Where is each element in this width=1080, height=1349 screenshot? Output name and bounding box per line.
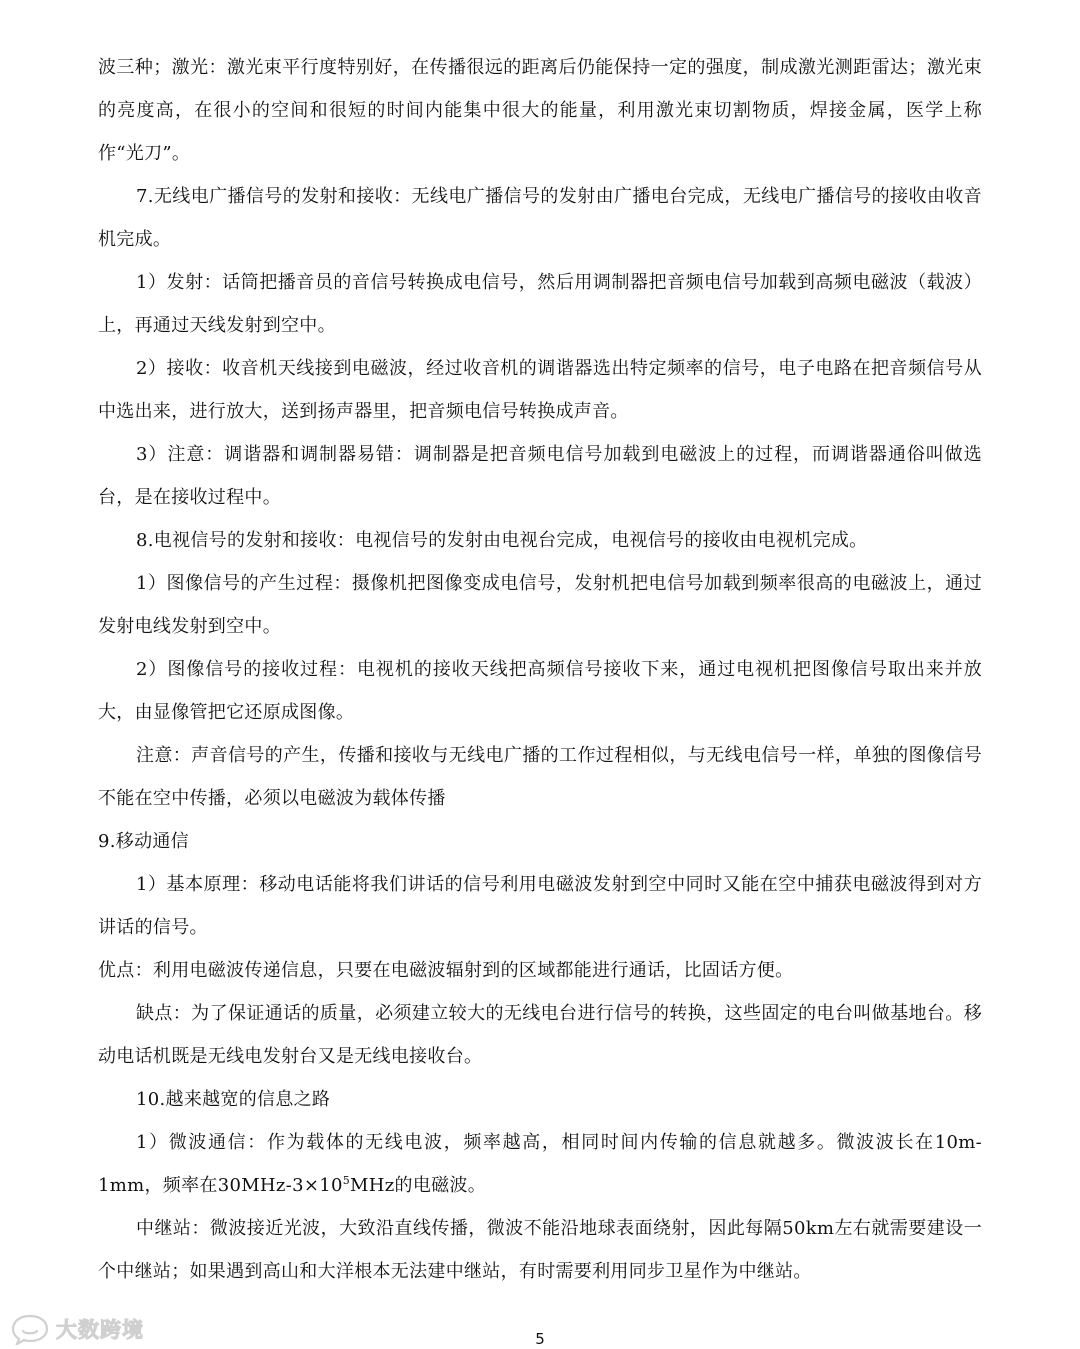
microwave-text-part2: MHz的电磁波。	[350, 1175, 487, 1196]
paragraph-tv-image-generation: 1）图像信号的产生过程：摄像机把图像变成电信号，发射机把电信号加载到频率很高的电磁波上，通过发射电线发射到空中。	[98, 573, 982, 637]
heading-mobile-communication: 9.移动通信	[98, 831, 189, 852]
microwave-text-part1: 1）微波通信：作为载体的无线电波，频率越高，相同时间内传输的信息就越多。微波波长在10m-1mm，频率在30MHz-3×10	[98, 1132, 982, 1196]
microwave-exponent: 5	[342, 1174, 351, 1187]
paragraph-tv-image-reception: 2）图像信号的接收过程：电视机的接收天线把高频信号接收下来，通过电视机把图像信号取出来并放大，由显像管把它还原成图像。	[98, 659, 982, 723]
paragraph-tv-signal: 8.电视信号的发射和接收：电视信号的发射由电视台完成，电视信号的接收由电视机完成。	[136, 530, 868, 551]
document-body	[98, 46, 982, 1293]
paragraph-mobile-disadvantage: 缺点：为了保证通话的质量，必须建立较大的无线电台进行信号的转换，这些固定的电台叫做基地台。移动电话机既是无线电发射台又是无线电接收台。	[98, 1003, 982, 1067]
paragraph-radio-transmit: 1）发射：话筒把播音员的音信号转换成电信号，然后用调制器把音频电信号加载到高频电磁波（载波）上，再通过天线发射到空中。	[98, 272, 982, 336]
paragraph-microwave-communication	[98, 1121, 982, 1207]
paragraph-radio-broadcast: 7.无线电广播信号的发射和接收：无线电广播信号的发射由广播电台完成，无线电广播信号的接收由收音机完成。	[98, 186, 982, 250]
paragraph-tv-note: 注意：声音信号的产生，传播和接收与无线电广播的工作过程相似，与无线电信号一样，单独的图像信号不能在空中传播，必须以电磁波为载体传播	[98, 745, 982, 809]
watermark-text: 大数跨境	[56, 1318, 144, 1342]
page-number: 5	[535, 1330, 545, 1348]
paragraph-radio-note: 3）注意：调谐器和调制器易错：调制器是把音频电信号加载到电磁波上的过程，而调谐器通俗叫做选台，是在接收过程中。	[98, 444, 982, 508]
paragraph-mobile-advantage: 优点：利用电磁波传递信息，只要在电磁波辐射到的区域都能进行通话，比固话方便。	[98, 960, 794, 981]
paragraph-radio-receive: 2）接收：收音机天线接到电磁波，经过收音机的调谐器选出特定频率的信号，电子电路在把音频信号从中选出来，进行放大，送到扬声器里，把音频电信号转换成声音。	[98, 358, 982, 422]
heading-information-road: 10.越来越宽的信息之路	[136, 1089, 331, 1110]
paragraph-laser-continued: 波三种；激光：激光束平行度特别好，在传播很远的距离后仍能保持一定的强度，制成激光测距雷达；激光束的亮度高，在很小的空间和很短的时间内能集中很大的能量，利用激光束切割物质，焊接金属，医学上称作“光刀”。	[98, 57, 982, 164]
paragraph-relay-station: 中继站：微波接近光波，大致沿直线传播，微波不能沿地球表面绕射，因此每隔50km左右就需要建设一个中继站；如果遇到高山和大洋根本无法建中继站，有时需要利用同步卫星作为中继站。	[98, 1218, 982, 1282]
paragraph-mobile-principle: 1）基本原理：移动电话能将我们讲话的信号利用电磁波发射到空中同时又能在空中捕获电磁波得到对方讲话的信号。	[98, 874, 982, 938]
